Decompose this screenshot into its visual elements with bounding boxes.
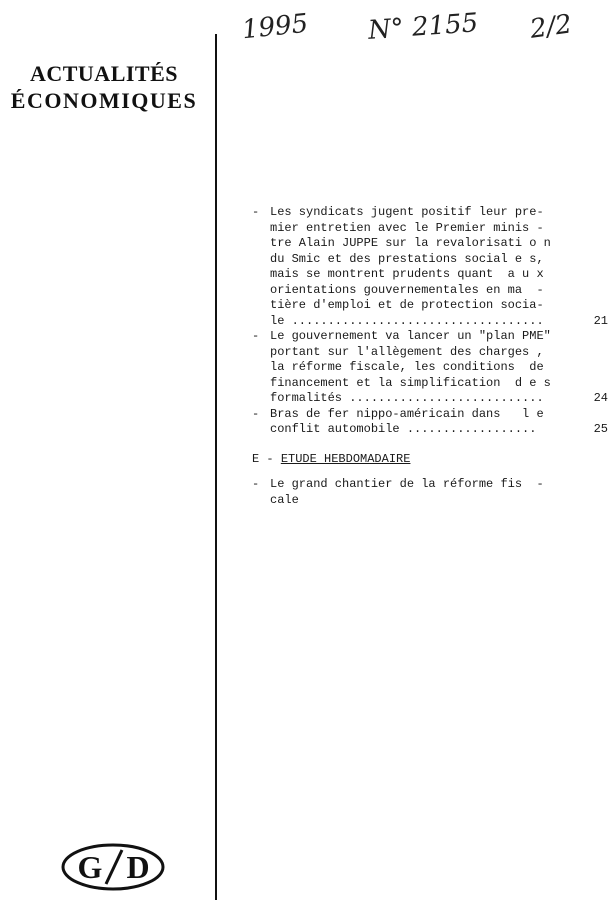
toc-entry-line: tre Alain JUPPE sur la revalorisati o n: [270, 236, 551, 250]
toc-entry-dash: -: [252, 329, 260, 343]
svg-text:D: D: [126, 849, 150, 885]
handwritten-year: 1995: [240, 8, 310, 46]
vertical-divider: [215, 34, 217, 900]
toc-entry-line: Le grand chantier de la réforme fis -: [270, 477, 544, 491]
section-heading: [252, 452, 612, 468]
toc-entry: [252, 406, 608, 438]
handwritten-page-mark: 2/2: [528, 9, 574, 45]
toc-entry-line: formalités ...........................: [270, 391, 544, 405]
toc-page-number: 24: [593, 391, 608, 405]
toc-entry-line: mier entretien avec le Premier minis -: [270, 220, 544, 235]
toc-entry-line: tière d'emploi et de protection socia-: [270, 298, 544, 312]
toc-entry-line: mais se montrent prudents quant a u x: [270, 267, 544, 281]
toc-entry: [252, 205, 608, 329]
toc-entry-line: du Smic et des prestations social e s,: [270, 251, 544, 266]
masthead-line-1: ACTUALITÉS: [29, 61, 179, 86]
toc-entry-line: Bras de fer nippo-américain dans l e: [270, 406, 544, 421]
toc-entry-dash: -: [252, 477, 260, 491]
gd-logo: [60, 842, 166, 892]
toc-entry-dash: -: [252, 205, 260, 219]
section-title: ETUDE HEBDOMADAIRE: [280, 451, 411, 466]
toc-entry-line: portant sur l'allègement des charges ,: [270, 344, 544, 359]
toc-entry-line: Les syndicats jugent positif leur pre-: [270, 205, 544, 219]
masthead-line-2: ÉCONOMIQUES: [10, 88, 198, 113]
toc-entry-line: cale: [270, 492, 299, 507]
section-letter: E -: [252, 451, 274, 466]
toc-entry: [252, 477, 560, 508]
masthead: [0, 60, 208, 114]
toc-page-number: 21: [593, 313, 608, 328]
toc-page-number: 25: [593, 422, 608, 436]
toc-entry-line: conflit automobile ..................: [270, 422, 537, 436]
toc-entry-dash: -: [252, 406, 260, 421]
toc-entry-line: Le gouvernement va lancer un "plan PME": [270, 329, 551, 343]
toc-entry: [252, 329, 608, 407]
table-of-contents: [252, 205, 612, 508]
toc-entry-line: le ...................................: [270, 313, 544, 328]
toc-entry-line: la réforme fiscale, les conditions de: [270, 360, 544, 374]
svg-text:G: G: [77, 849, 103, 885]
toc-entry-line: orientations gouvernementales en ma -: [270, 282, 544, 297]
toc-entry-line: financement et la simplification d e s: [270, 375, 551, 390]
handwritten-issue-number: N° 2155: [367, 8, 480, 46]
